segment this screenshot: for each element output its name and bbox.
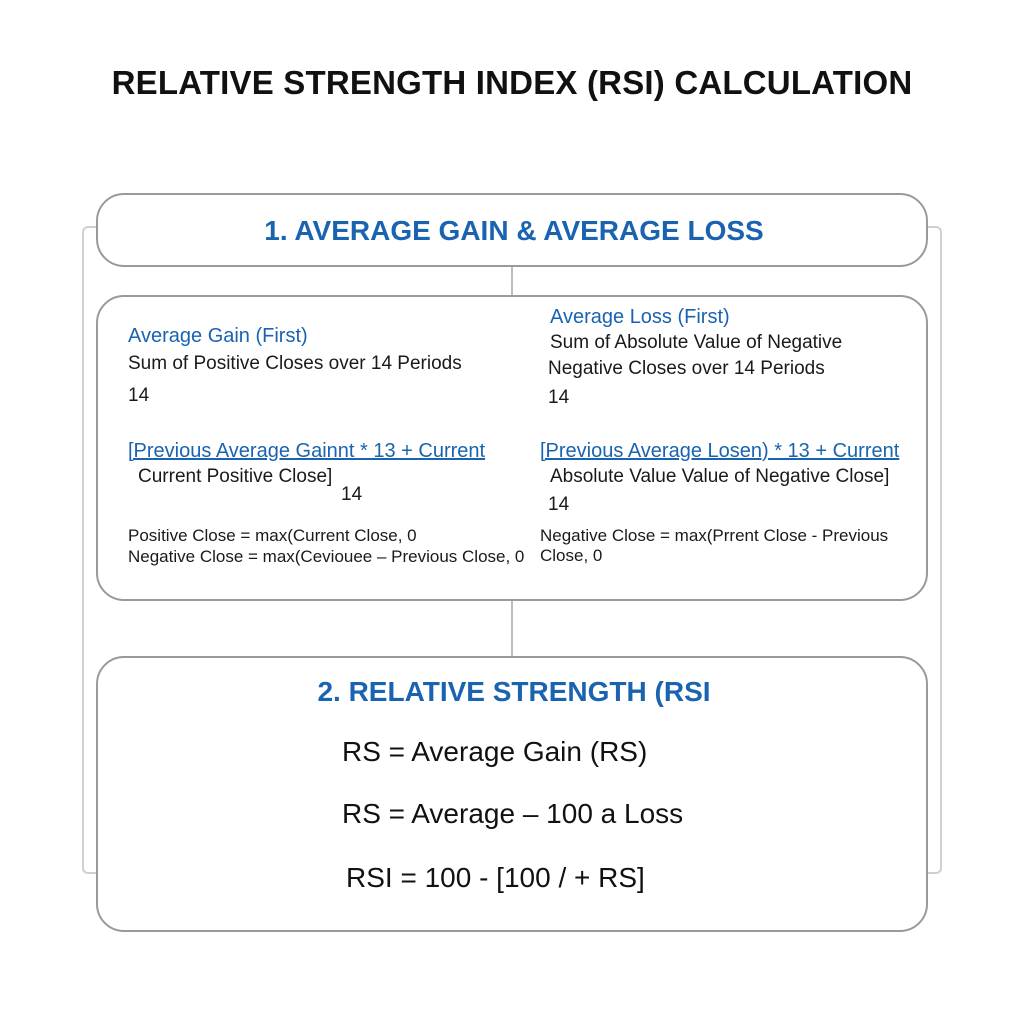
section-1-heading: 1. AVERAGE GAIN & AVERAGE LOSS <box>264 215 764 246</box>
section-2-heading: 2. RELATIVE STRENGTH (RSI <box>317 676 711 707</box>
section-relative-strength <box>96 656 928 932</box>
section-average-gain-loss-detail <box>96 295 928 601</box>
average-loss-smoothing-line-2: Absolute Value Value of Negative Close] <box>550 466 890 487</box>
average-gain-line: Sum of Positive Closes over 14 Periods <box>128 353 462 374</box>
average-loss-divisor: 14 <box>548 387 570 408</box>
connector-2-3 <box>511 601 513 656</box>
negative-close-definition-right: Negative Close = max(Prrent Close - Previous Close, 0 <box>540 526 889 565</box>
section-average-gain-loss-header <box>96 193 928 267</box>
rs-formula-1: RS = Average Gain (RS) <box>342 736 648 767</box>
average-loss-line-1: Sum of Absolute Value of Negative <box>550 332 843 353</box>
right-side-bracket <box>928 226 942 874</box>
average-gain-smoothing-divisor: 14 <box>341 484 363 505</box>
positive-close-definition: Positive Close = max(Current Close, 0 <box>128 526 417 545</box>
average-loss-line-2: Negative Closes over 14 Periods <box>548 358 825 379</box>
rsi-formula: RSI = 100 - [100 / + RS] <box>346 862 645 893</box>
average-loss-label: Average Loss (First) <box>550 306 730 328</box>
page-title: RELATIVE STRENGTH INDEX (RSI) CALCULATION <box>111 64 913 101</box>
average-gain-divisor: 14 <box>128 385 150 406</box>
connector-1-2 <box>511 267 513 295</box>
average-gain-smoothing-line-2: Current Positive Close] <box>138 466 333 487</box>
negative-close-definition: Negative Close = max(Ceviouee – Previous Close, 0 <box>128 547 525 566</box>
average-gain-smoothing-line: [Previous Average Gainnt * 13 + Current <box>128 440 486 462</box>
average-gain-label: Average Gain (First) <box>128 325 308 347</box>
average-loss-smoothing-line: [Previous Average Losen) * 13 + Current <box>540 440 900 462</box>
average-loss-smoothing-divisor: 14 <box>548 494 570 515</box>
rs-formula-2: RS = Average – 100 a Loss <box>342 798 684 829</box>
